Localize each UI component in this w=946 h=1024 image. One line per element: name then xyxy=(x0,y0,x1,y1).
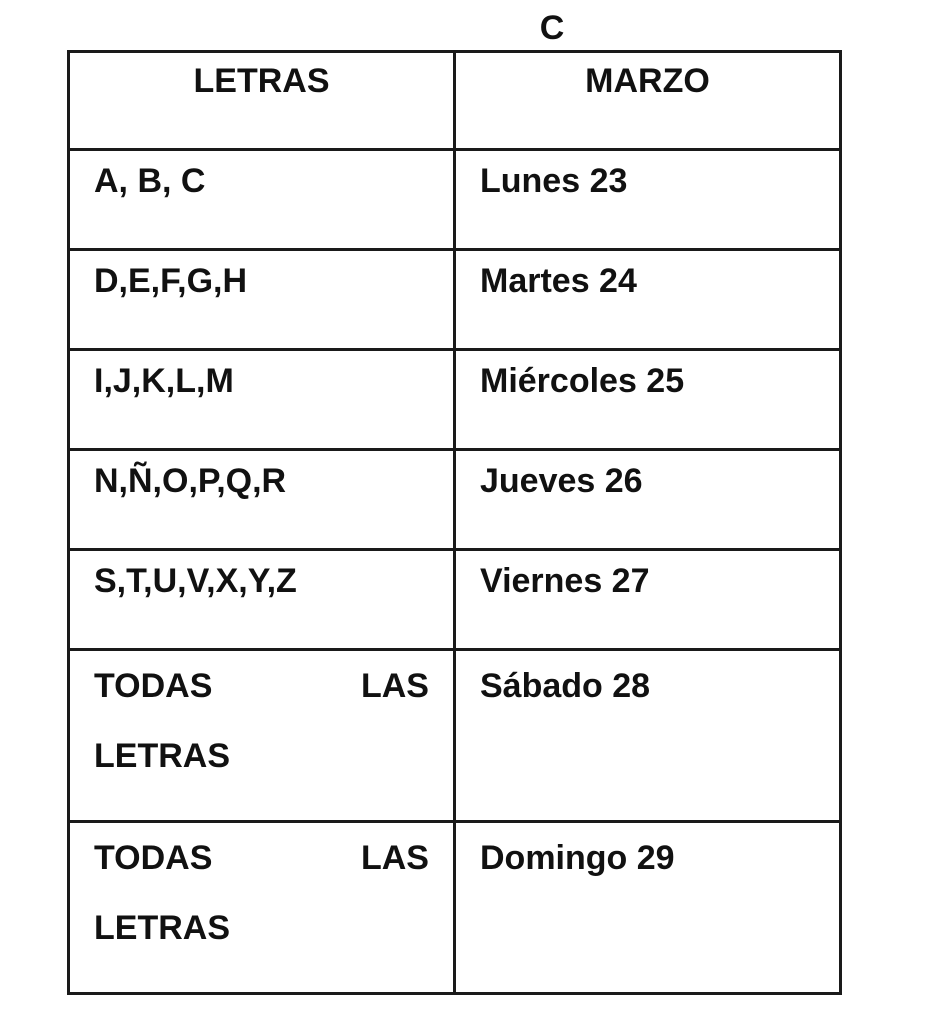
column-header-marzo: MARZO xyxy=(455,52,841,150)
schedule-table xyxy=(67,50,842,995)
date-cell: Jueves 26 xyxy=(455,450,841,550)
column-header-letras: LETRAS xyxy=(69,52,455,150)
table-row xyxy=(69,250,841,350)
date-cell: Miércoles 25 xyxy=(455,350,841,450)
table-row xyxy=(69,450,841,550)
table-row xyxy=(69,150,841,250)
letters-cell: I,J,K,L,M xyxy=(69,350,455,450)
date-cell: Lunes 23 xyxy=(455,150,841,250)
date-cell: Domingo 29 xyxy=(455,822,841,994)
letters-cell: S,T,U,V,X,Y,Z xyxy=(69,550,455,650)
table-row xyxy=(69,350,841,450)
date-cell: Viernes 27 xyxy=(455,550,841,650)
table-row xyxy=(69,650,841,822)
table-row xyxy=(69,822,841,994)
table-header-row xyxy=(69,52,841,150)
date-cell: Sábado 28 xyxy=(455,650,841,822)
date-cell: Martes 24 xyxy=(455,250,841,350)
letters-cell: TODAS LAS LETRAS xyxy=(69,822,455,994)
letters-cell: A, B, C xyxy=(69,150,455,250)
letters-cell: TODAS LAS LETRAS xyxy=(69,650,455,822)
page-title: C xyxy=(539,9,565,47)
letters-cell: N,Ñ,O,P,Q,R xyxy=(69,450,455,550)
table-row xyxy=(69,550,841,650)
letters-cell: D,E,F,G,H xyxy=(69,250,455,350)
